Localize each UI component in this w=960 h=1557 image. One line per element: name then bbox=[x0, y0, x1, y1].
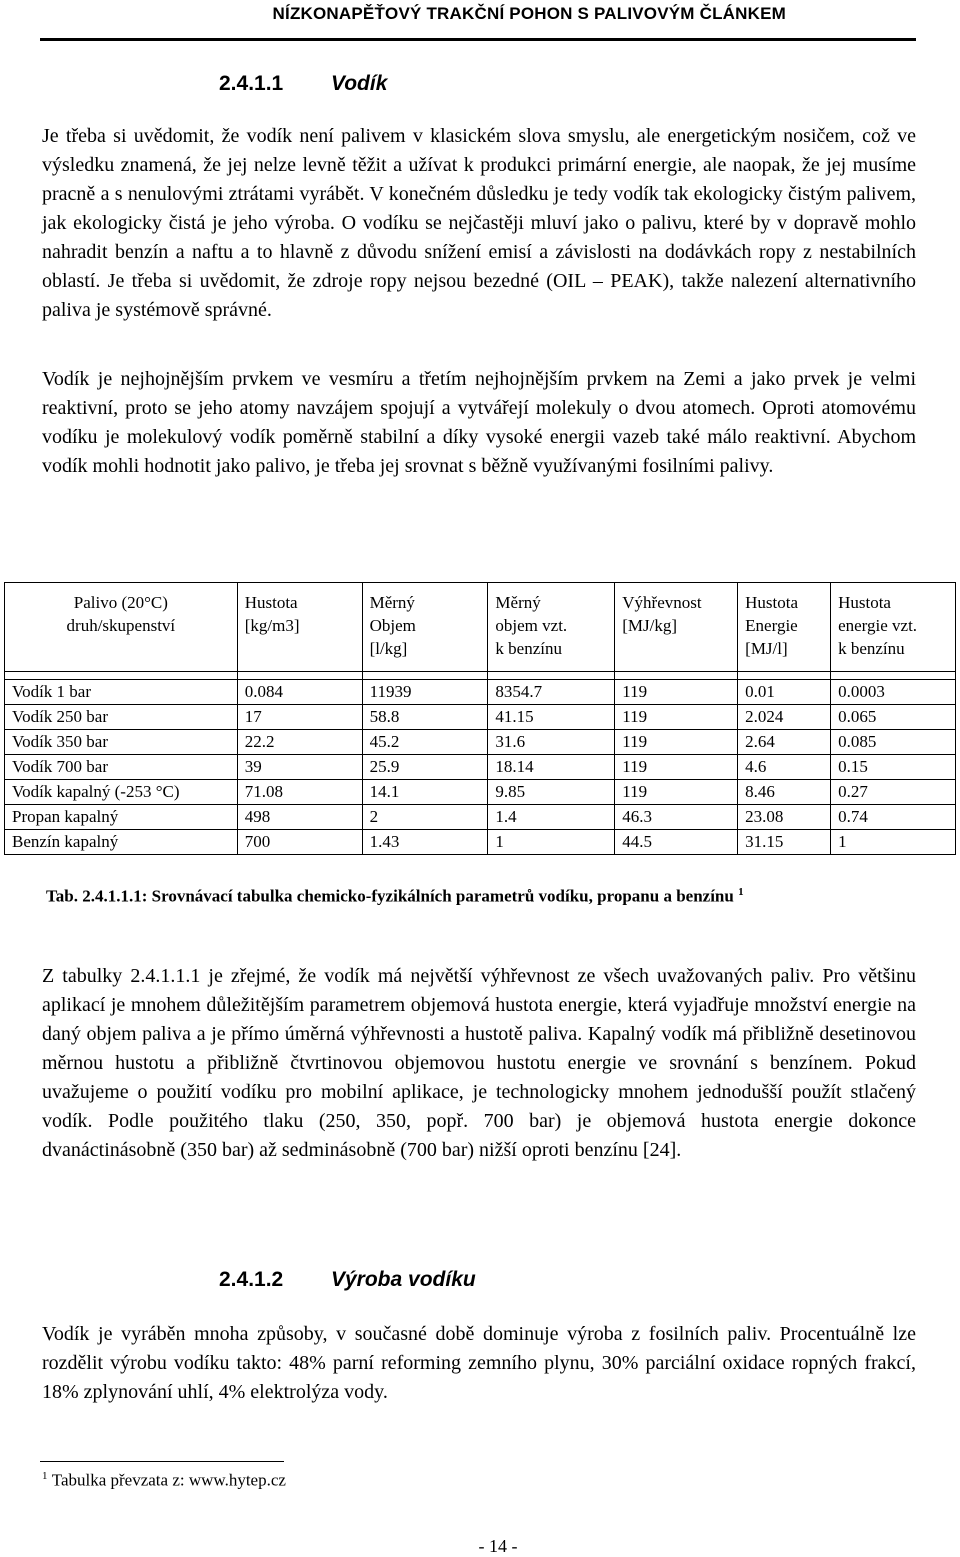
table-header-row bbox=[5, 583, 956, 672]
value-cell: 31.6 bbox=[488, 730, 615, 755]
value-cell: 0.084 bbox=[237, 680, 362, 705]
table-header-cell bbox=[831, 583, 956, 672]
header-line: Měrný bbox=[495, 593, 541, 612]
header-line: Hustota bbox=[838, 593, 891, 612]
header-line: [kg/m3] bbox=[244, 616, 300, 635]
value-cell: 2.024 bbox=[738, 705, 831, 730]
paragraph-intro: Je třeba si uvědomit, že vodík není palivem v klasickém slova smyslu, ale energetickým nosičem, což ve výsledku znamená, že jej nelze levně těžit a užívat k produkci primární energie, ale naopak, že jej musíme pracně a s nenulovými ztrátami vyrábět. V konečném důsledku je tedy vodík tak ekologicky čistým palivem, jak ekologicky čistá je jeho výroba. O vodíku se nejčastěji mluví jako o palivu, které by v dopravě mohlo nahradit benzín a naftu a to hlavně z důvodu snížení emisí a závislosti na dodávkách ropy z nestabilních oblastí. Je třeba si uvědomit, že zdroje ropy nejsou bezedné (OIL – PEAK), takže nalezení alternativního paliva je systémově správné. bbox=[42, 125, 916, 321]
table-row bbox=[5, 730, 956, 755]
fuel-name-cell: Vodík kapalný (-253 °C) bbox=[5, 780, 238, 805]
header-line: Výhřevnost bbox=[622, 593, 702, 612]
table-spacer-row bbox=[5, 672, 956, 680]
value-cell: 46.3 bbox=[615, 805, 738, 830]
section-heading-vyroba bbox=[219, 1268, 476, 1292]
paragraph-element: Vodík je nejhojnějším prvkem ve vesmíru a třetím nejhojnějším prvkem na Zemi a jako prvek je velmi reaktivní, proto se jeho atomy navzájem spojují a vytvářejí molekuly o dvou atomech. Oproti atomovému vodíku je molekulový vodík poměrně stabilní a díky vysoké energii vazeb také málo reaktivní. Abychom vodík mohli hodnotit jako palivo, je třeba jej srovnat s běžně využívanými fosilními palivy. bbox=[42, 368, 916, 477]
paragraph-production: Vodík je vyráběn mnoha způsoby, v současné době dominuje výroba z fosilních paliv. Procentuálně lze rozdělit výrobu vodíku takto: 48% parní reforming zemního plynu, 30% parciální oxidace ropných frakcí, 18% zplynování uhlí, 4% elektrolýza vody. bbox=[42, 1323, 916, 1403]
value-cell: 4.6 bbox=[738, 755, 831, 780]
table-caption bbox=[46, 886, 744, 907]
value-cell: 71.08 bbox=[237, 780, 362, 805]
value-cell: 700 bbox=[237, 830, 362, 855]
value-cell: 2.64 bbox=[738, 730, 831, 755]
value-cell: 14.1 bbox=[362, 780, 488, 805]
value-cell: 58.8 bbox=[362, 705, 488, 730]
page-number: - 14 - bbox=[478, 1536, 518, 1556]
fuel-comparison-table bbox=[4, 582, 956, 855]
value-cell: 119 bbox=[615, 730, 738, 755]
value-cell: 23.08 bbox=[738, 805, 831, 830]
header-line: [l/kg] bbox=[369, 639, 408, 658]
value-cell: 31.15 bbox=[738, 830, 831, 855]
table-header-cell bbox=[5, 583, 238, 672]
table-row bbox=[5, 705, 956, 730]
value-cell: 119 bbox=[615, 680, 738, 705]
spacer-cell bbox=[5, 672, 238, 680]
value-cell: 119 bbox=[615, 705, 738, 730]
fuel-name-cell: Vodík 700 bar bbox=[5, 755, 238, 780]
spacer-cell bbox=[831, 672, 956, 680]
table-row bbox=[5, 755, 956, 780]
header-title: NÍZKONAPĚŤOVÝ TRAKČNÍ POHON S PALIVOVÝM ČLÁNKEM bbox=[272, 4, 786, 23]
header-line: Objem bbox=[369, 616, 416, 635]
footnote-text: Tabulka převzata z: www.hytep.cz bbox=[51, 1470, 286, 1490]
table-row bbox=[5, 830, 956, 855]
value-cell: 1.43 bbox=[362, 830, 488, 855]
value-cell: 8.46 bbox=[738, 780, 831, 805]
value-cell: 11939 bbox=[362, 680, 488, 705]
table-header-cell bbox=[615, 583, 738, 672]
value-cell: 39 bbox=[237, 755, 362, 780]
header-line: energie vzt. bbox=[838, 616, 918, 635]
fuel-name-cell: Propan kapalný bbox=[5, 805, 238, 830]
value-cell: 25.9 bbox=[362, 755, 488, 780]
header-line: Hustota bbox=[244, 593, 298, 612]
value-cell: 0.27 bbox=[831, 780, 956, 805]
paragraph-table-discussion: Z tabulky 2.4.1.1.1 je zřejmé, že vodík má největší výhřevnost ze všech uvažovaných paliv. Pro většinu aplikací je mnohem důležitějším parametrem objemová hustota energie, která vyjadřuje množství energie na daný objem paliva a je přímo úměrná výhřevnosti a hustotě paliva. Kapalný vodík má přibližně desetinovou měrnou hustotu a přibližně čtvrtinovou objemovou hustotu energie ve srovnání s benzínem. Pokud uvažujeme o použití vodíku pro mobilní aplikace, je technologicky mnohem jednodušší použít stlačený vodík. Podle použitého tlaku (250, 350, popř. 700 bar) je objemová hustota energie dokonce dvanáctinásobně (350 bar) až sedminásobně (700 bar) nižší oproti benzínu [24]. bbox=[42, 965, 916, 1161]
table-row bbox=[5, 680, 956, 705]
footnote bbox=[42, 1470, 286, 1491]
table-header-cell bbox=[362, 583, 488, 672]
header-line: [MJ/kg] bbox=[622, 616, 678, 635]
value-cell: 2 bbox=[362, 805, 488, 830]
value-cell: 1 bbox=[488, 830, 615, 855]
value-cell: 119 bbox=[615, 780, 738, 805]
header-line: k benzínu bbox=[495, 639, 562, 658]
value-cell: 18.14 bbox=[488, 755, 615, 780]
section-title: Výroba vodíku bbox=[331, 1268, 476, 1291]
value-cell: 0.0003 bbox=[831, 680, 956, 705]
caption-text: Tab. 2.4.1.1.1: Srovnávací tabulka chemicko-fyzikálních parametrů vodíku, propanu a benzínu bbox=[46, 886, 734, 906]
fuel-name-cell: Vodík 1 bar bbox=[5, 680, 238, 705]
value-cell: 0.15 bbox=[831, 755, 956, 780]
value-cell: 1 bbox=[831, 830, 956, 855]
value-cell: 119 bbox=[615, 755, 738, 780]
section-title: Vodík bbox=[331, 72, 388, 95]
header-line: druh/skupenství bbox=[66, 616, 176, 635]
table-header-cell bbox=[237, 583, 362, 672]
value-cell: 0.74 bbox=[831, 805, 956, 830]
header-line: Hustota bbox=[745, 593, 799, 612]
value-cell: 45.2 bbox=[362, 730, 488, 755]
value-cell: 0.065 bbox=[831, 705, 956, 730]
section-number: 2.4.1.2 bbox=[219, 1268, 284, 1291]
footnote-rule bbox=[40, 1461, 284, 1462]
header-line: objem vzt. bbox=[495, 616, 568, 635]
header-line: k benzínu bbox=[838, 639, 905, 658]
table-header-cell bbox=[738, 583, 831, 672]
value-cell: 17 bbox=[237, 705, 362, 730]
value-cell: 1.4 bbox=[488, 805, 615, 830]
section-heading-vodik bbox=[219, 72, 387, 96]
section-number: 2.4.1.1 bbox=[219, 72, 284, 95]
value-cell: 22.2 bbox=[237, 730, 362, 755]
header-rule bbox=[40, 38, 916, 41]
header-line: [MJ/l] bbox=[745, 639, 788, 658]
value-cell: 8354.7 bbox=[488, 680, 615, 705]
header-line: Palivo (20°C) bbox=[73, 593, 168, 612]
value-cell: 41.15 bbox=[488, 705, 615, 730]
spacer-cell bbox=[488, 672, 615, 680]
table-row bbox=[5, 780, 956, 805]
spacer-cell bbox=[237, 672, 362, 680]
value-cell: 9.85 bbox=[488, 780, 615, 805]
spacer-cell bbox=[738, 672, 831, 680]
table-row bbox=[5, 805, 956, 830]
header-line: Měrný bbox=[369, 593, 415, 612]
spacer-cell bbox=[615, 672, 738, 680]
spacer-cell bbox=[362, 672, 488, 680]
fuel-name-cell: Benzín kapalný bbox=[5, 830, 238, 855]
table-header-cell bbox=[488, 583, 615, 672]
value-cell: 0.085 bbox=[831, 730, 956, 755]
value-cell: 0.01 bbox=[738, 680, 831, 705]
footnote-ref: 1 bbox=[738, 886, 744, 898]
value-cell: 44.5 bbox=[615, 830, 738, 855]
value-cell: 498 bbox=[237, 805, 362, 830]
fuel-name-cell: Vodík 350 bar bbox=[5, 730, 238, 755]
footnote-mark: 1 bbox=[42, 1470, 48, 1482]
fuel-name-cell: Vodík 250 bar bbox=[5, 705, 238, 730]
header-line: Energie bbox=[745, 616, 798, 635]
